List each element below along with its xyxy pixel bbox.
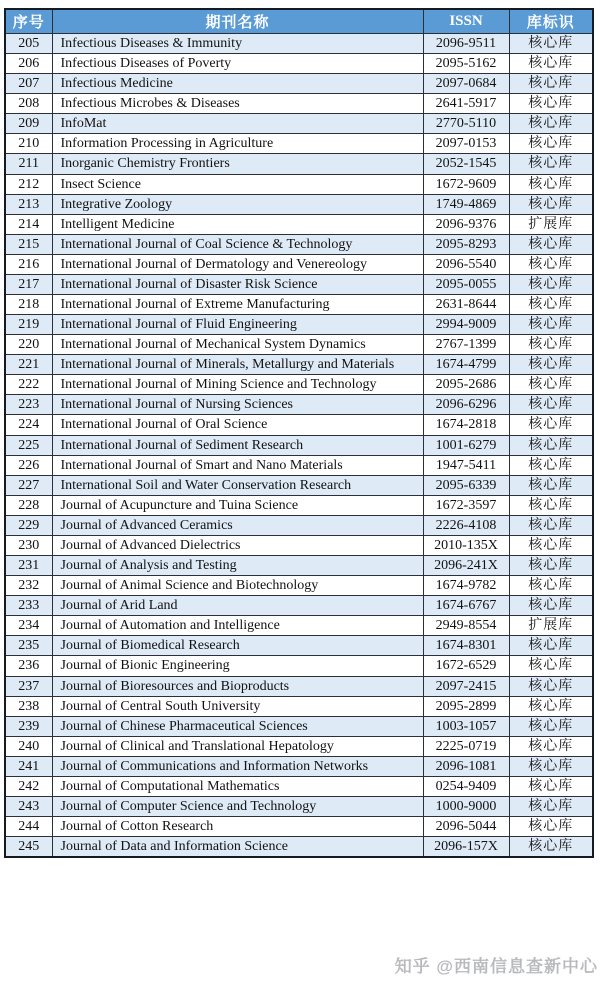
serial-cell: 228 — [5, 495, 52, 515]
table-row — [5, 796, 593, 816]
issn-cell: 2096-9376 — [423, 214, 509, 234]
table-row — [5, 495, 593, 515]
issn-cell: 2225-0719 — [423, 736, 509, 756]
issn-cell: 2096-241X — [423, 556, 509, 576]
journal-name-cell: Journal of Arid Land — [52, 596, 423, 616]
issn-cell: 2770-5110 — [423, 114, 509, 134]
table-row — [5, 415, 593, 435]
table-row — [5, 515, 593, 535]
watermark: 知乎 @西南信息查新中心 — [394, 957, 598, 976]
journal-name-cell: Journal of Computational Mathematics — [52, 776, 423, 796]
journal-name-cell: International Journal of Minerals, Metallurgy and Materials — [52, 355, 423, 375]
tier-cell: 核心库 — [509, 776, 593, 796]
table-row — [5, 636, 593, 656]
journal-name-cell: Journal of Automation and Intelligence — [52, 616, 423, 636]
journal-name-cell: Insect Science — [52, 174, 423, 194]
tier-cell: 核心库 — [509, 796, 593, 816]
serial-cell: 224 — [5, 415, 52, 435]
issn-cell: 1672-6529 — [423, 656, 509, 676]
issn-cell: 1674-8301 — [423, 636, 509, 656]
tier-cell: 核心库 — [509, 837, 593, 858]
table-row — [5, 174, 593, 194]
issn-cell: 2641-5917 — [423, 94, 509, 114]
issn-cell: 1672-9609 — [423, 174, 509, 194]
table-row — [5, 355, 593, 375]
serial-cell: 209 — [5, 114, 52, 134]
tier-cell: 核心库 — [509, 817, 593, 837]
serial-cell: 217 — [5, 274, 52, 294]
table-row — [5, 616, 593, 636]
serial-cell: 244 — [5, 817, 52, 837]
tier-cell: 核心库 — [509, 696, 593, 716]
journal-name-cell: Journal of Central South University — [52, 696, 423, 716]
journal-name-cell: Integrative Zoology — [52, 194, 423, 214]
table-row — [5, 335, 593, 355]
journal-name-cell: International Journal of Fluid Engineering — [52, 315, 423, 335]
tier-cell: 核心库 — [509, 234, 593, 254]
tier-cell: 核心库 — [509, 54, 593, 74]
tier-cell: 核心库 — [509, 475, 593, 495]
issn-cell: 1672-3597 — [423, 495, 509, 515]
journal-name-cell: Journal of Chinese Pharmaceutical Sciences — [52, 716, 423, 736]
issn-cell: 2052-1545 — [423, 154, 509, 174]
journal-name-cell: InfoMat — [52, 114, 423, 134]
serial-cell: 240 — [5, 736, 52, 756]
issn-cell: 2096-5540 — [423, 254, 509, 274]
journal-name-cell: Infectious Medicine — [52, 74, 423, 94]
tier-cell: 核心库 — [509, 34, 593, 54]
table-row — [5, 676, 593, 696]
journal-name-cell: Infectious Diseases of Poverty — [52, 54, 423, 74]
col-header-serial: 序号 — [5, 9, 52, 34]
issn-cell: 1001-6279 — [423, 435, 509, 455]
journal-name-cell: Information Processing in Agriculture — [52, 134, 423, 154]
journal-name-cell: Journal of Data and Information Science — [52, 837, 423, 858]
issn-cell: 2096-5044 — [423, 817, 509, 837]
journal-name-cell: International Journal of Mechanical System Dynamics — [52, 335, 423, 355]
issn-cell: 2767-1399 — [423, 335, 509, 355]
journal-name-cell: Journal of Advanced Dielectrics — [52, 535, 423, 555]
issn-cell: 2096-1081 — [423, 756, 509, 776]
serial-cell: 234 — [5, 616, 52, 636]
issn-cell: 2095-2686 — [423, 375, 509, 395]
journal-name-cell: International Journal of Coal Science & Technology — [52, 234, 423, 254]
issn-cell: 2095-5162 — [423, 54, 509, 74]
serial-cell: 214 — [5, 214, 52, 234]
tier-cell: 核心库 — [509, 315, 593, 335]
table-row — [5, 696, 593, 716]
table-row — [5, 254, 593, 274]
serial-cell: 208 — [5, 94, 52, 114]
serial-cell: 231 — [5, 556, 52, 576]
journal-name-cell: Inorganic Chemistry Frontiers — [52, 154, 423, 174]
serial-cell: 227 — [5, 475, 52, 495]
table-row — [5, 234, 593, 254]
tier-cell: 核心库 — [509, 576, 593, 596]
col-header-journal-name: 期刊名称 — [52, 9, 423, 34]
table-row — [5, 656, 593, 676]
issn-cell: 2949-8554 — [423, 616, 509, 636]
issn-cell: 1000-9000 — [423, 796, 509, 816]
tier-cell: 核心库 — [509, 254, 593, 274]
table-row — [5, 315, 593, 335]
journal-name-cell: Infectious Diseases & Immunity — [52, 34, 423, 54]
journal-table — [4, 8, 594, 858]
table-row — [5, 736, 593, 756]
serial-cell: 219 — [5, 315, 52, 335]
issn-cell: 2096-6296 — [423, 395, 509, 415]
issn-cell: 2095-2899 — [423, 696, 509, 716]
serial-cell: 222 — [5, 375, 52, 395]
table-row — [5, 194, 593, 214]
tier-cell: 核心库 — [509, 596, 593, 616]
tier-cell: 核心库 — [509, 636, 593, 656]
serial-cell: 229 — [5, 515, 52, 535]
journal-name-cell: International Journal of Sediment Research — [52, 435, 423, 455]
serial-cell: 207 — [5, 74, 52, 94]
tier-cell: 核心库 — [509, 375, 593, 395]
serial-cell: 215 — [5, 234, 52, 254]
issn-cell: 2097-0153 — [423, 134, 509, 154]
table-row — [5, 435, 593, 455]
issn-cell: 2226-4108 — [423, 515, 509, 535]
table-header — [5, 9, 593, 34]
tier-cell: 核心库 — [509, 355, 593, 375]
tier-cell: 核心库 — [509, 295, 593, 315]
table-row — [5, 74, 593, 94]
issn-cell: 2631-8644 — [423, 295, 509, 315]
issn-cell: 1674-4799 — [423, 355, 509, 375]
tier-cell: 核心库 — [509, 74, 593, 94]
journal-name-cell: Journal of Communications and Information Networks — [52, 756, 423, 776]
journal-name-cell: International Soil and Water Conservation Research — [52, 475, 423, 495]
tier-cell: 扩展库 — [509, 214, 593, 234]
table-row — [5, 114, 593, 134]
table-row — [5, 154, 593, 174]
issn-cell: 2096-157X — [423, 837, 509, 858]
issn-cell: 2010-135X — [423, 535, 509, 555]
serial-cell: 220 — [5, 335, 52, 355]
issn-cell: 1003-1057 — [423, 716, 509, 736]
table-row — [5, 274, 593, 294]
serial-cell: 243 — [5, 796, 52, 816]
table-row — [5, 596, 593, 616]
serial-cell: 235 — [5, 636, 52, 656]
table-row — [5, 776, 593, 796]
issn-cell: 2095-0055 — [423, 274, 509, 294]
table-row — [5, 475, 593, 495]
journal-name-cell: Journal of Animal Science and Biotechnology — [52, 576, 423, 596]
journal-name-cell: Journal of Acupuncture and Tuina Science — [52, 495, 423, 515]
journal-name-cell: Journal of Clinical and Translational Hepatology — [52, 736, 423, 756]
issn-cell: 1674-6767 — [423, 596, 509, 616]
tier-cell: 核心库 — [509, 756, 593, 776]
table-row — [5, 214, 593, 234]
tier-cell: 核心库 — [509, 415, 593, 435]
header-row — [5, 9, 593, 34]
serial-cell: 225 — [5, 435, 52, 455]
table-row — [5, 556, 593, 576]
journal-name-cell: International Journal of Disaster Risk Science — [52, 274, 423, 294]
table-row — [5, 455, 593, 475]
serial-cell: 237 — [5, 676, 52, 696]
journal-name-cell: International Journal of Oral Science — [52, 415, 423, 435]
journal-name-cell: Intelligent Medicine — [52, 214, 423, 234]
issn-cell: 1674-2818 — [423, 415, 509, 435]
journal-name-cell: International Journal of Nursing Sciences — [52, 395, 423, 415]
serial-cell: 223 — [5, 395, 52, 415]
serial-cell: 245 — [5, 837, 52, 858]
tier-cell: 核心库 — [509, 335, 593, 355]
journal-name-cell: Journal of Computer Science and Technology — [52, 796, 423, 816]
serial-cell: 241 — [5, 756, 52, 776]
journal-name-cell: International Journal of Extreme Manufacturing — [52, 295, 423, 315]
tier-cell: 核心库 — [509, 154, 593, 174]
table-row — [5, 716, 593, 736]
table-row — [5, 94, 593, 114]
serial-cell: 226 — [5, 455, 52, 475]
journal-name-cell: International Journal of Mining Science and Technology — [52, 375, 423, 395]
issn-cell: 2096-9511 — [423, 34, 509, 54]
table-row — [5, 395, 593, 415]
tier-cell: 核心库 — [509, 495, 593, 515]
serial-cell: 206 — [5, 54, 52, 74]
journal-name-cell: Journal of Bionic Engineering — [52, 656, 423, 676]
issn-cell: 2095-8293 — [423, 234, 509, 254]
table-row — [5, 134, 593, 154]
serial-cell: 242 — [5, 776, 52, 796]
table-row — [5, 295, 593, 315]
issn-cell: 1674-9782 — [423, 576, 509, 596]
issn-cell: 1749-4869 — [423, 194, 509, 214]
tier-cell: 核心库 — [509, 676, 593, 696]
tier-cell: 核心库 — [509, 736, 593, 756]
serial-cell: 233 — [5, 596, 52, 616]
tier-cell: 扩展库 — [509, 616, 593, 636]
issn-cell: 2994-9009 — [423, 315, 509, 335]
col-header-issn: ISSN — [423, 9, 509, 34]
serial-cell: 218 — [5, 295, 52, 315]
table-row — [5, 375, 593, 395]
issn-cell: 2095-6339 — [423, 475, 509, 495]
tier-cell: 核心库 — [509, 94, 593, 114]
journal-name-cell: International Journal of Dermatology and Venereology — [52, 254, 423, 274]
table-row — [5, 576, 593, 596]
table-row — [5, 817, 593, 837]
journal-name-cell: Journal of Bioresources and Bioproducts — [52, 676, 423, 696]
tier-cell: 核心库 — [509, 515, 593, 535]
serial-cell: 213 — [5, 194, 52, 214]
table-row — [5, 535, 593, 555]
issn-cell: 2097-0684 — [423, 74, 509, 94]
tier-cell: 核心库 — [509, 535, 593, 555]
journal-name-cell: Journal of Biomedical Research — [52, 636, 423, 656]
issn-cell: 1947-5411 — [423, 455, 509, 475]
tier-cell: 核心库 — [509, 656, 593, 676]
journal-name-cell: Journal of Advanced Ceramics — [52, 515, 423, 535]
tier-cell: 核心库 — [509, 455, 593, 475]
table-row — [5, 54, 593, 74]
issn-cell: 2097-2415 — [423, 676, 509, 696]
table-row — [5, 34, 593, 54]
serial-cell: 230 — [5, 535, 52, 555]
tier-cell: 核心库 — [509, 435, 593, 455]
tier-cell: 核心库 — [509, 194, 593, 214]
serial-cell: 236 — [5, 656, 52, 676]
serial-cell: 238 — [5, 696, 52, 716]
serial-cell: 211 — [5, 154, 52, 174]
serial-cell: 216 — [5, 254, 52, 274]
tier-cell: 核心库 — [509, 556, 593, 576]
journal-name-cell: International Journal of Smart and Nano Materials — [52, 455, 423, 475]
serial-cell: 221 — [5, 355, 52, 375]
tier-cell: 核心库 — [509, 174, 593, 194]
serial-cell: 232 — [5, 576, 52, 596]
tier-cell: 核心库 — [509, 395, 593, 415]
journal-name-cell: Journal of Cotton Research — [52, 817, 423, 837]
tier-cell: 核心库 — [509, 716, 593, 736]
serial-cell: 205 — [5, 34, 52, 54]
tier-cell: 核心库 — [509, 114, 593, 134]
issn-cell: 0254-9409 — [423, 776, 509, 796]
serial-cell: 210 — [5, 134, 52, 154]
serial-cell: 239 — [5, 716, 52, 736]
journal-name-cell: Infectious Microbes & Diseases — [52, 94, 423, 114]
tier-cell: 核心库 — [509, 274, 593, 294]
journal-name-cell: Journal of Analysis and Testing — [52, 556, 423, 576]
col-header-tier: 库标识 — [509, 9, 593, 34]
table-row — [5, 756, 593, 776]
tier-cell: 核心库 — [509, 134, 593, 154]
journal-table-body — [5, 34, 593, 858]
serial-cell: 212 — [5, 174, 52, 194]
table-row — [5, 837, 593, 858]
